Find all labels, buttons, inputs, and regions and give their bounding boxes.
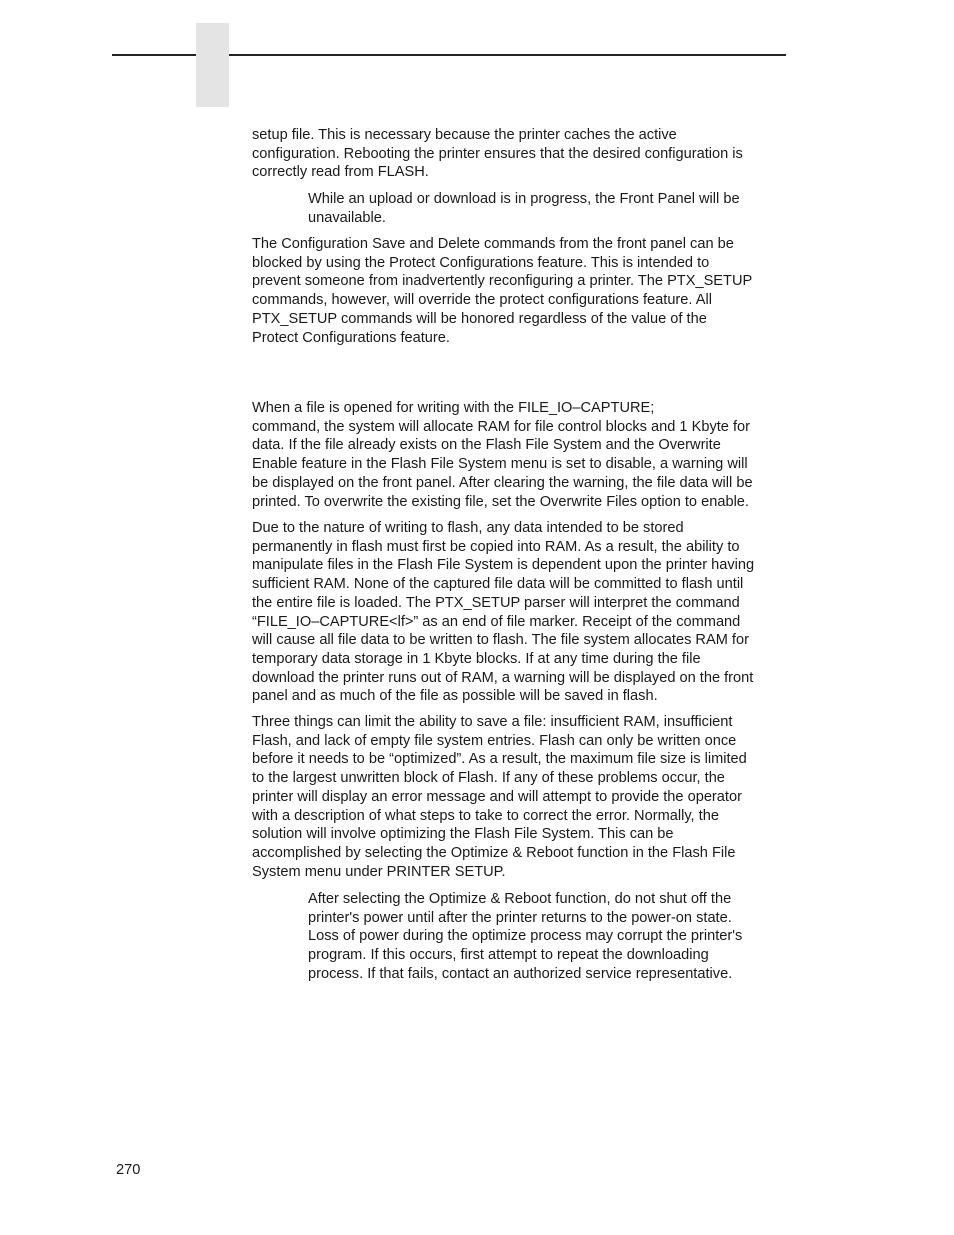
chapter-tab	[196, 23, 229, 107]
paragraph-flash-writing	[252, 519, 754, 706]
text-line: While an upload or download is in progress, the Front Panel will be	[308, 191, 740, 207]
text-line: setup file. This is necessary because the printer caches the active	[252, 127, 677, 143]
text-line: Enable feature in the Flash File System menu is set to disable, a warning will	[252, 456, 748, 473]
paragraph-setup-file	[252, 126, 743, 182]
text-line: the entire file is loaded. The PTX_SETUP parser will interpret the command	[252, 594, 740, 611]
text-line: will cause all file data to be written to flash. The file system allocates RAM for	[252, 632, 749, 649]
page-number: 270	[116, 1162, 141, 1178]
text-line: System menu under PRINTER SETUP.	[252, 863, 506, 880]
text-line: unavailable.	[308, 209, 386, 226]
text-line: configuration. Rebooting the printer ensures that the desired configuration is	[252, 145, 743, 162]
text-line: data. If the file already exists on the Flash File System and the Overwrite	[252, 437, 721, 454]
text-line: download the printer runs out of RAM, a warning will be displayed on the front	[252, 669, 754, 686]
text-line: printer's power until after the printer returns to the power-on state.	[308, 909, 732, 926]
text-line: sufficient RAM. None of the captured file data will be committed to flash until	[252, 576, 744, 593]
paragraph-save-limits	[252, 713, 747, 881]
paragraph-file-capture	[252, 399, 753, 511]
text-line: manipulate files in the Flash File System is dependent upon the printer having	[252, 557, 755, 574]
text-line: printer will display an error message and will attempt to provide the operator	[252, 788, 742, 805]
text-line: be displayed on the front panel. After clearing the warning, the file data will be	[252, 474, 753, 491]
text-line: program. If this occurs, first attempt to repeat the downloading	[308, 947, 709, 964]
text-line: commands, however, will override the protect configurations feature. All	[252, 292, 712, 309]
text-line: blocked by using the Protect Configurations feature. This is intended to	[252, 254, 710, 271]
text-line: printed. To overwrite the existing file, set the Overwrite Files option to enable.	[252, 493, 749, 510]
text-line: Due to the nature of writing to flash, any data intended to be stored	[252, 520, 684, 536]
text-line: command, the system will allocate RAM for file control blocks and 1 Kbyte for	[252, 418, 751, 435]
text-line: temporary data storage in 1 Kbyte blocks. If at any time during the file	[252, 650, 701, 667]
text-line: permanently in flash must first be copied into RAM. As a result, the ability to	[252, 538, 740, 555]
text-line: Protect Configurations feature.	[252, 329, 450, 346]
text-line: After selecting the Optimize & Reboot function, do not shut off the	[308, 891, 732, 907]
paragraph-protect-configurations	[252, 235, 752, 347]
text-line: Loss of power during the optimize process may corrupt the printer's	[308, 928, 743, 945]
text-line: prevent someone from inadvertently reconfiguring a printer. The PTX_SETUP	[252, 273, 753, 290]
text-line: solution will involve optimizing the Flash File System. This can be	[252, 826, 674, 843]
text-line: PTX_SETUP commands will be honored regardless of the value of the	[252, 310, 707, 327]
text-line: Three things can limit the ability to save a file: insufficient RAM, insufficient	[252, 714, 733, 730]
text-line: process. If that fails, contact an authorized service representative.	[308, 965, 733, 982]
text-line: with a description of what steps to take to correct the error. Normally, the	[252, 807, 719, 824]
text-line: correctly read from FLASH.	[252, 164, 429, 181]
text-line: to the largest unwritten block of Flash. If any of these problems occur, the	[252, 770, 725, 787]
text-line: panel and as much of the file as possible will be saved in flash.	[252, 688, 658, 705]
text-line: before it needs to be “optimized”. As a result, the maximum file size is limited	[252, 751, 747, 768]
note-front-panel-unavailable	[308, 190, 740, 227]
text-line: The Configuration Save and Delete commands from the front panel can be	[252, 236, 734, 252]
note-optimize-reboot	[308, 890, 742, 984]
text-line: When a file is opened for writing with the FILE_IO–CAPTURE;	[252, 400, 655, 416]
text-line: “FILE_IO–CAPTURE<lf>” as an end of file marker. Receipt of the command	[252, 613, 741, 630]
text-line: accomplished by selecting the Optimize & Reboot function in the Flash File	[252, 844, 736, 861]
text-line: Flash, and lack of empty file system entries. Flash can only be written once	[252, 732, 737, 749]
